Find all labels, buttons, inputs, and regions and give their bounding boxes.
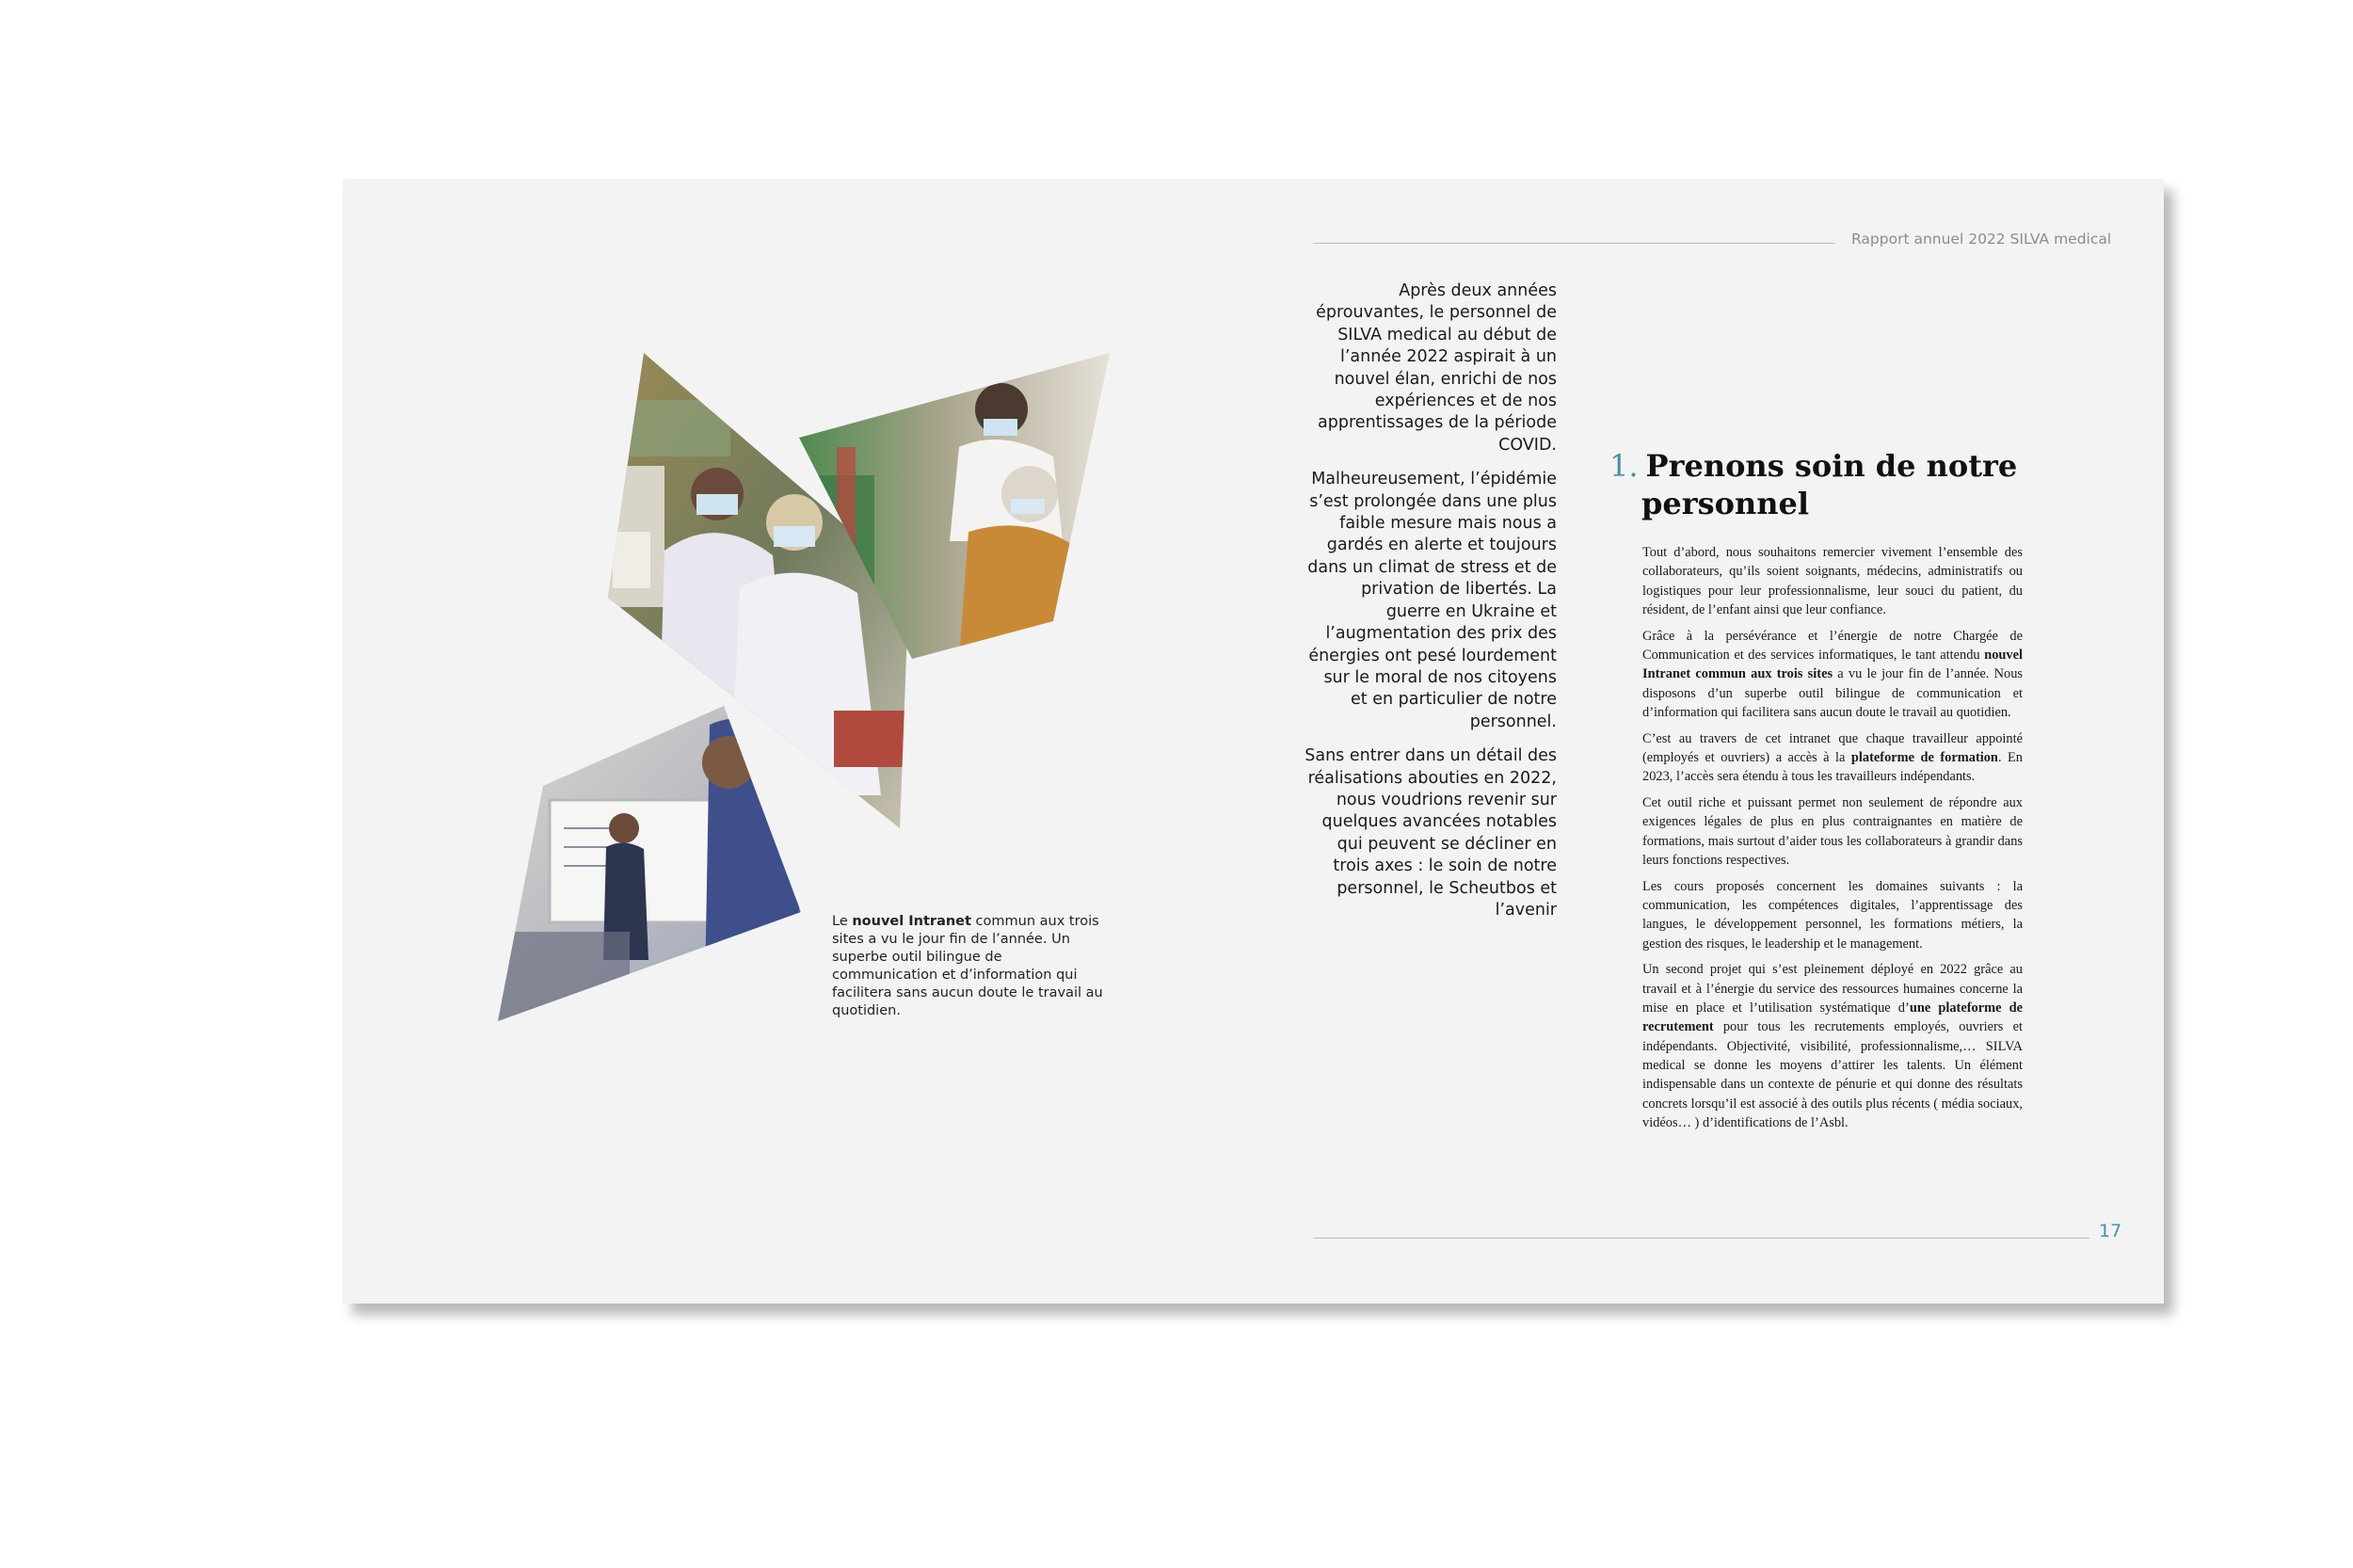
intro-paragraph-1: Après deux années éprouvantes, le personnel de SILVA medical au début de l’année 2022 aspirait à un nouvel élan, enrichi de nos expériences et de nos apprentissages de la période COVID. <box>1316 281 1557 455</box>
body-p3-a: C’est au travers de cet intranet que chaque travailleur appointé (employés et ouvriers) a accès à la <box>1642 730 2023 765</box>
body-p6-b: pour tous les recrutements employés, ouvriers et indépendants. Objectivité, visibilité, professionnalisme,… SILVA medical se donne les moyens d’attirer les talents. Un élément indispensable dans un contexte de pénurie et qui donne des résultats concrets lorsqu’il est associé à des outils plus récents ( média sociaux, vidéos… ) d’identifications de l’Asbl. <box>1642 1019 2023 1130</box>
header-rule <box>1313 243 1835 244</box>
photo-classroom-whiteboard <box>498 706 808 1021</box>
caption-rest: commun aux trois sites a vu le jour fin de l’année. Un superbe outil bilingue de communication et d’information qui facilitera sans aucun doute le travail au quotidien. <box>832 914 1103 1018</box>
body-p3-bold: plateforme de formation <box>1850 749 1998 765</box>
body-paragraph-5: Les cours proposés concernent les domaines suivants : la communication, les compétences digitales, l’apprentissage des langues, le développement personnel, les formations métiers, la gestion des risques, le leadership et le management. <box>1642 878 2023 952</box>
body-p2-a: Grâce à la persévérance et l’énergie de notre Chargée de Communication et des services informatiques, le tant attendu <box>1642 628 2023 663</box>
body-paragraph-6 <box>1642 960 2023 1132</box>
running-head: Rapport annuel 2022 SILVA medical <box>1851 231 2112 248</box>
body-p2-b: a vu le jour fin de l’année. Nous disposons d’un superbe outil bilingue de communication et d’information qui facilitera sans aucun doute le travail au quotidien. <box>1642 666 2023 720</box>
caption-bold: nouvel Intranet <box>852 914 971 929</box>
intro-paragraph-2: Malheureusement, l’épidémie s’est prolongée dans une plus faible mesure mais nous a gardés en alerte et toujours dans un climat de stress et de privation de libertés. La guerre en Ukraine et l’augmentation des prix des énergies ont pesé lourdement sur le moral de nos citoyens et en particulier de notre personnel. <box>1307 470 1557 731</box>
body-p2-bold: nouvel Intranet commun aux trois sites <box>1642 647 2023 682</box>
body-p6-bold: une plateforme de recrutement <box>1642 1000 2023 1035</box>
body-paragraph-4: Cet outil riche et puissant permet non seulement de répondre aux exigences légales de plus en plus contraignantes en matière de formations, mais surtout d’aider tous les collaborateurs à grandir dans leurs fonctions respectives. <box>1642 795 2023 868</box>
intro-paragraph-3: Sans entrer dans un détail des réalisations abouties en 2022, nous voudrions revenir sur quelques avancées notables qui peuvent se décliner en trois axes : le soin de notre personnel, le Scheutbos et l’avenir <box>1305 746 1557 920</box>
section-number: 1. <box>1609 448 1639 484</box>
brochure-spread <box>343 179 2164 1304</box>
page-number: 17 <box>2099 1221 2122 1241</box>
section-title-line1: Prenons soin de notre <box>1645 448 2018 484</box>
photo-caption <box>832 913 1105 1020</box>
body-p6-a: Un second projet qui s’est pleinement déployé en 2022 grâce au travail et à l’énergie du service des ressources humaines concerne la mise en place et l’utilisation systématique d’ <box>1642 962 2023 1016</box>
body-paragraph-1: Tout d’abord, nous souhaitons remercier vivement l’ensemble des collaborateurs, qu’ils soient soignants, médecins, administratifs ou logistiques pour leur professionnalisme, leur souci du patient, du résident, de l’enfant ainsi que leur confiance. <box>1642 545 2023 617</box>
caption-prefix: Le <box>832 914 853 929</box>
section-heading <box>1609 447 2024 522</box>
body-paragraph-2 <box>1642 627 2023 722</box>
section-title-line2: personnel <box>1641 486 1809 521</box>
body-p3-b: . En 2023, l’accès sera étendu à tous les travailleurs indépendants. <box>1642 749 2023 785</box>
footer-rule <box>1313 1238 2089 1239</box>
photo-caregiver-elderly <box>799 353 1110 659</box>
body-paragraph-3 <box>1642 729 2023 787</box>
intro-column <box>1303 280 1557 934</box>
body-column <box>1642 543 2023 1140</box>
